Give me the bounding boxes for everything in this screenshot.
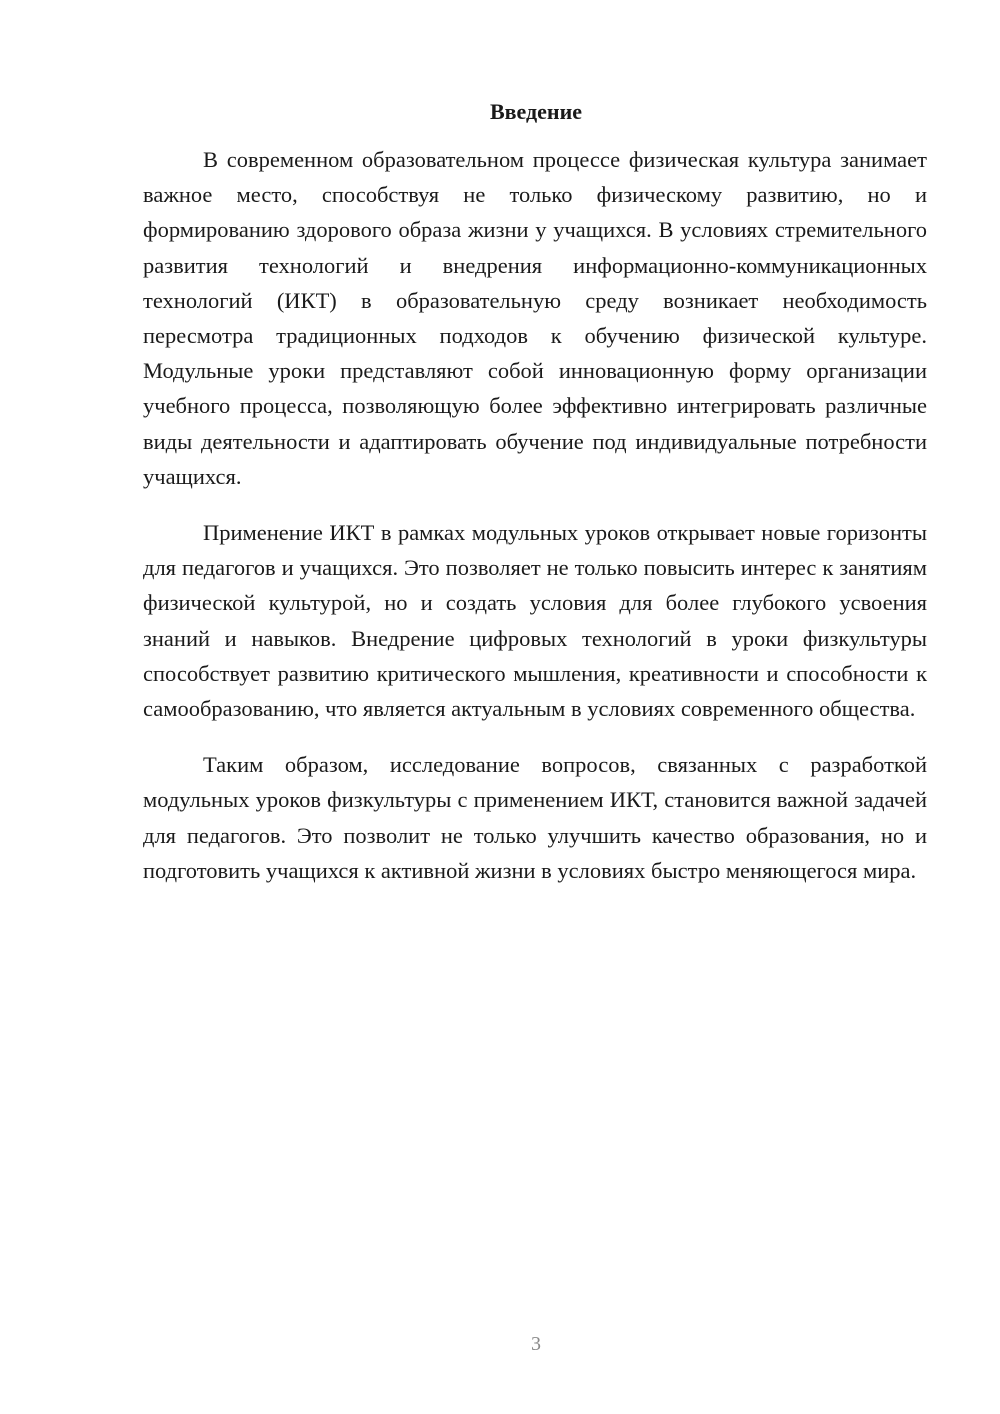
paragraph-1: В современном образовательном процессе физическая культура занимает важное место, способствуя не только физическому развитию, но и формированию здорового образа жизни у учащихся. В условиях стремительного развития технологий и внедрения информационно-коммуникационных технологий (ИКТ) в образовательную среду возникает необходимость пересмотра традиционных подходов к обучению физической культуре. Модульные уроки представляют собой инновационную форму организации учебного процесса, позволяющую более эффективно интегрировать различные виды деятельности и адаптировать обучение под индивидуальные потребности учащихся. [143, 147, 927, 489]
section-title: Введение [489, 99, 583, 124]
paragraph-3: Таким образом, исследование вопросов, связанных с разработкой модульных уроков физкультуры с применением ИКТ, становится важной задачей для педагогов. Это позволит не только улучшить качество образования, но и подготовить учащихся к активной жизни в условиях быстро меняющегося мира. [143, 752, 927, 883]
paragraph-2: Применение ИКТ в рамках модульных уроков открывает новые горизонты для педагогов и учащихся. Это позволяет не только повысить интерес к занятиям физической культурой, но и создать условия для более глубокого усвоения знаний и навыков. Внедрение цифровых технологий в уроки физкультуры способствует развитию критического мышления, креативности и способности к самообразованию, что является актуальным в условиях современного общества. [143, 520, 927, 722]
document-body [143, 142, 927, 909]
page-number: 3 [531, 1333, 541, 1355]
